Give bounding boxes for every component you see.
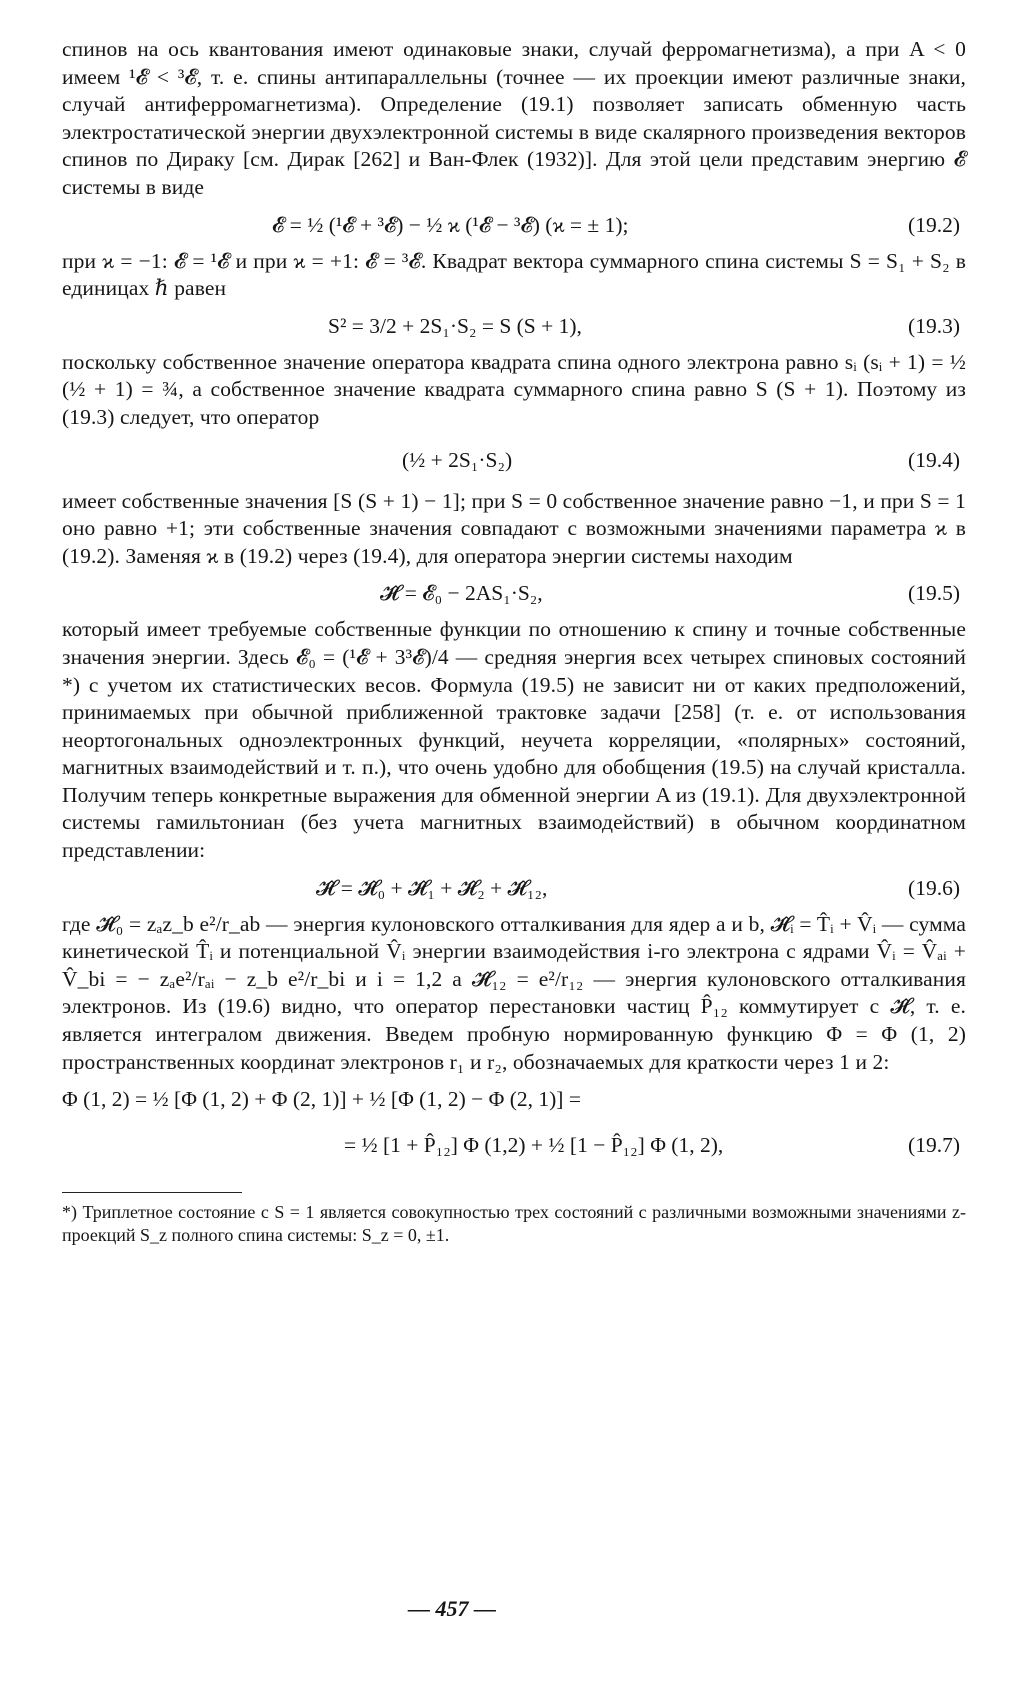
equation-number: (19.3) (908, 313, 960, 338)
equation-19-7-line-2 (62, 1122, 966, 1168)
equation-number: (19.4) (908, 447, 960, 472)
equation-number: (19.6) (908, 875, 960, 900)
footnote-divider (62, 1192, 242, 1193)
equation-19-7-line-1 (62, 1076, 966, 1122)
equation-body: = ½ [1 + P̂₁₂] Φ (1,2) + ½ [1 − P̂₁₂] Φ (1, 2), (344, 1133, 724, 1158)
paragraph-1: спинов на ось квантования имеют одинаковые знаки, случай ферромагнетизма), а при A < 0 имеем ¹𝓔 < ³𝓔, т. е. спины антипараллельны (точнее — их проекции имеют различные знаки, случай антиферромагнетизма). Определение (19.1) позволяет записать обменную часть электростатической энергии двухэлектронной системы в виде скалярного произведения векторов спинов по Дираку [см. Дирак [262] и Ван-Флек (1932)]. Для этой цели представим энергию 𝓔 системы в виде (62, 37, 966, 199)
equation-19-5 (62, 570, 966, 616)
paragraph-2: при ϰ = −1: 𝓔 = ¹𝓔 и при ϰ = +1: 𝓔 = ³𝓔. Квадрат вектора суммарного спина системы S = S₁ + S₂ в единицах ℏ равен (62, 248, 966, 301)
equation-number: (19.2) (908, 212, 960, 237)
equation-body: (½ + 2S₁·S₂) (402, 447, 513, 472)
equation-19-3 (62, 303, 966, 349)
equation-body: Φ (1, 2) = ½ [Φ (1, 2) + Φ (2, 1)] + ½ [Φ (1, 2) − Φ (2, 1)] = (62, 1087, 581, 1112)
equation-body: S² = 3/2 + 2S₁·S₂ = S (S + 1), (328, 313, 582, 338)
footnote: *) Триплетное состояние с S = 1 является совокупностью трех состояний с различными возможными значениями z-проекций S_z полного спина системы: S_z = 0, ±1. (62, 1202, 966, 1246)
paragraph-5: который имеет требуемые собственные функции по отношению к спину и точные собственные значения энергии. Здесь 𝓔₀ = (¹𝓔 + 3³𝓔)/4 — средняя энергия всех четырех спиновых состояний *) с учетом их статистических весов. Формула (19.5) не зависит ни от каких предположений, принимаемых при обычной приближенной трактовке задачи [258] (т. е. от использования неортогональных одноэлектронных функций, неучета корреляции, «полярных» состояний, магнитных взаимодействий и т. п.), что очень удобно для обобщения (19.5) на случай кристалла. Получим теперь конкретные выражения для обменной энергии A из (19.1). Для двухэлектронной системы гамильтониан (без учета магнитных взаимодействий) в обычном координатном представлении: (62, 617, 966, 863)
paragraph-4: имеет собственные значения [S (S + 1) − 1]; при S = 0 собственное значение равно −1, и при S = 1 оно равно +1; эти собственные значения совпадают с возможными значениями параметра ϰ в (19.2). Заменяя ϰ в (19.2) через (19.4), для оператора энергии системы находим (62, 488, 966, 568)
equation-19-2 (62, 202, 966, 248)
paragraph-6: где 𝓗̂₀ = zₐz_b e²/r_ab — энергия кулоновского отталкивания для ядер a и b, 𝓗̂ᵢ = T̂ᵢ + V̂ᵢ — сумма кинетической T̂ᵢ и потенциальной V̂ᵢ энергии взаимодействия i-го электрона с ядрами V̂ᵢ = V̂ₐᵢ + V̂_bi = − zₐe²/rₐᵢ − z_b e²/r_bi и i = 1,2 а 𝓗̂₁₂ = e²/r₁₂ — энергия кулоновского отталкивания электронов. Из (19.6) видно, что оператор перестановки частиц P̂₁₂ коммутирует с 𝓗̂, т. е. является интегралом движения. Введем пробную нормированную функцию Φ = Φ (1, 2) пространственных координат электронов r₁ и r₂, обозначаемых для краткости через 1 и 2: (62, 911, 966, 1074)
equation-body: 𝓗̂ = 𝓔₀ − 2AS₁·S₂, (380, 581, 543, 606)
paragraph-3: поскольку собственное значение оператора квадрата спина одного электрона равно sᵢ (sᵢ + 1) = ½ (½ + 1) = ¾, а собственное значение квадрата суммарного спина равно S (S + 1). Поэтому из (19.3) следует, что оператор (62, 349, 966, 429)
equation-body: 𝓗̂ = 𝓗̂₀ + 𝓗̂₁ + 𝓗̂₂ + 𝓗̂₁₂, (316, 875, 548, 900)
page-content (62, 36, 966, 1247)
equation-number: (19.5) (908, 581, 960, 606)
equation-19-6 (62, 865, 966, 911)
equation-number: (19.7) (908, 1133, 960, 1158)
equation-body: 𝓔 = ½ (¹𝓔 + ³𝓔) − ½ ϰ (¹𝓔 − ³𝓔) (ϰ = ± 1); (272, 212, 629, 237)
equation-19-4 (62, 432, 966, 488)
page-number: — 457 — (408, 1596, 496, 1621)
